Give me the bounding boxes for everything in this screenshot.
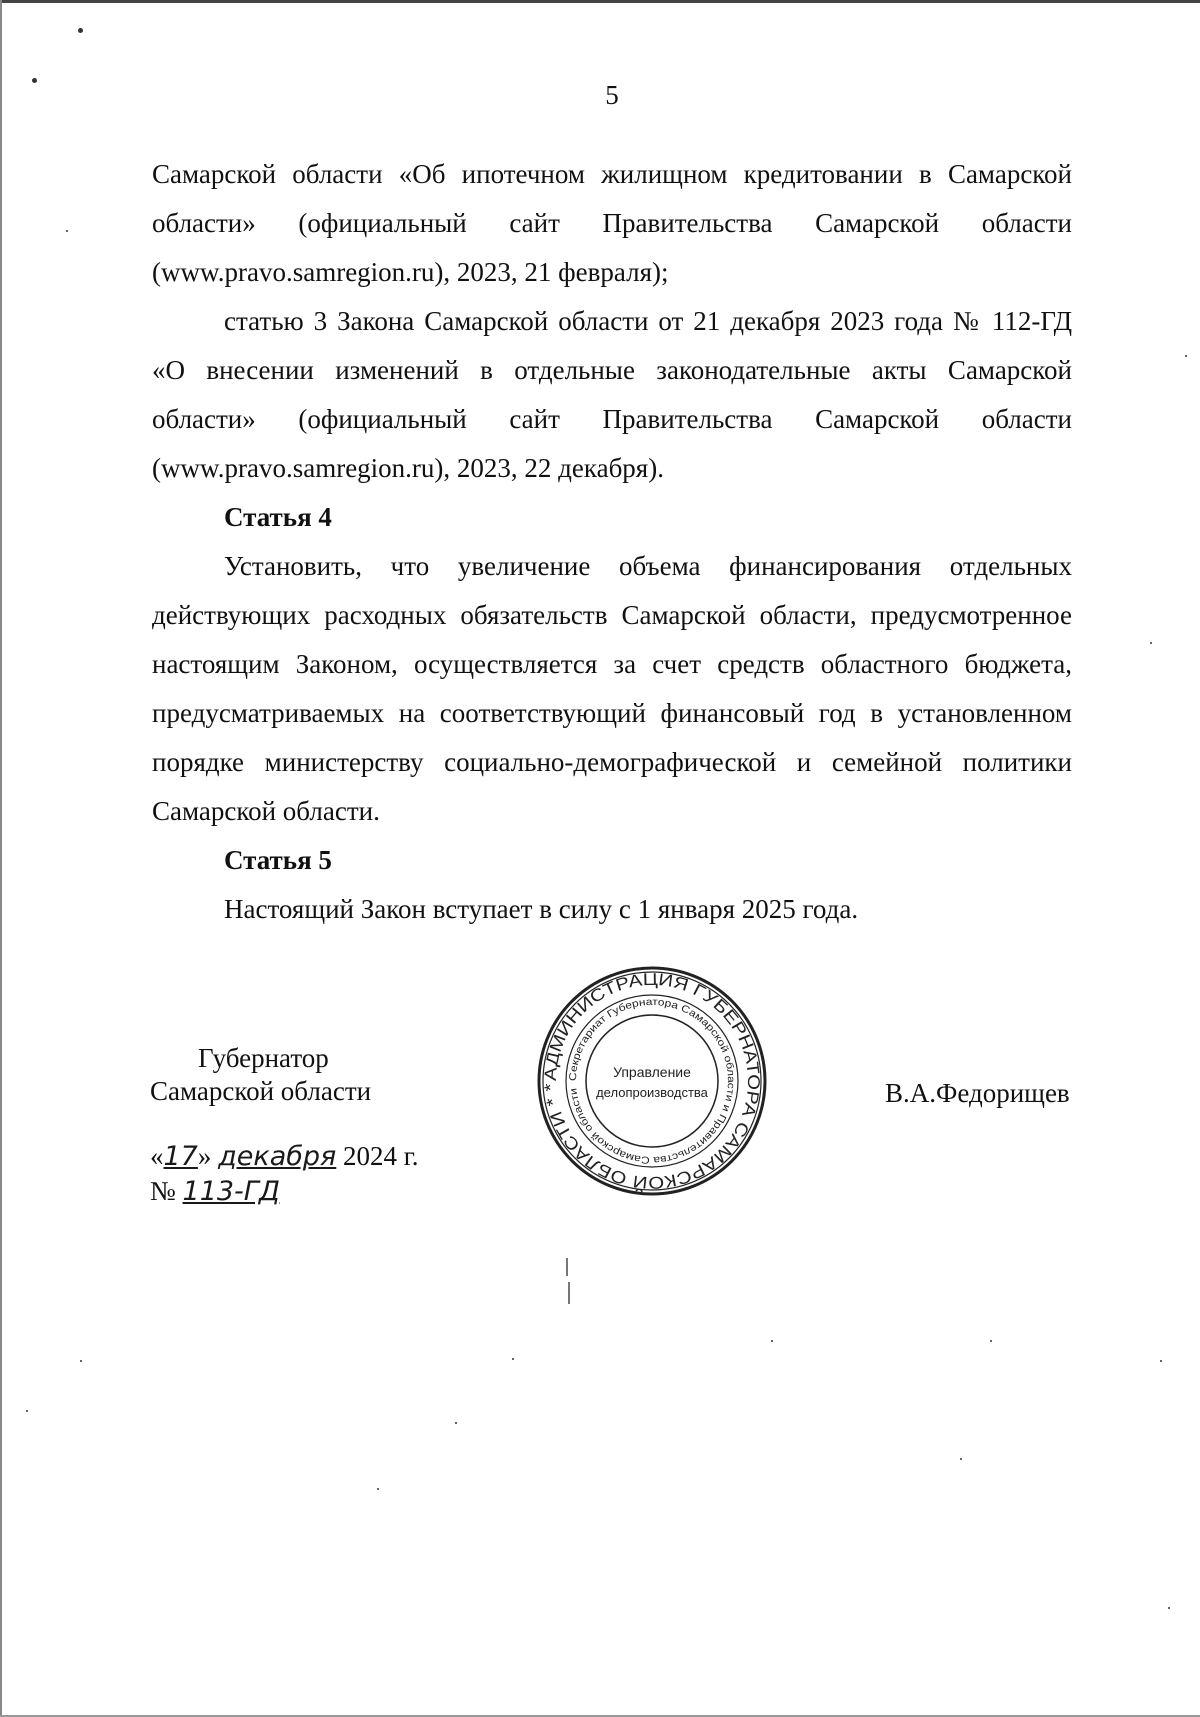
scan-speck [990, 1340, 992, 1342]
scan-speck [566, 1258, 568, 1276]
document-body [152, 150, 1072, 934]
scan-speck [1160, 1360, 1162, 1362]
scan-speck [377, 1488, 379, 1490]
paragraph-article3: статью 3 Закона Самарской области от 21 декабря 2023 года № 112-ГД «О внесении изменений в отдельные законодательные акты Самарской области» (официальный сайт Правительства Самарской области (www.pravo.samregion.ru), 2023, 22 декабря). [152, 306, 1072, 483]
scan-speck [455, 1422, 457, 1424]
signatory-title-line1: Губернатор [198, 1043, 329, 1073]
official-seal [536, 965, 768, 1197]
date-open-quote: « [150, 1141, 164, 1171]
date-close-quote: » [197, 1141, 212, 1171]
scan-speck [960, 1458, 962, 1460]
seal-center-line2: делопроизводства [596, 1085, 708, 1100]
scan-speck [568, 1282, 570, 1304]
seal-inner-ring [586, 1015, 718, 1147]
scan-speck [26, 1410, 28, 1412]
law-number [150, 1175, 280, 1208]
signatory-title [150, 1042, 371, 1108]
date-day: 17 [163, 1141, 198, 1172]
signatory-title-line2: Самарской области [150, 1076, 372, 1106]
article-5-text: Настоящий Закон вступает в силу с 1 января 2025 года. [224, 894, 859, 924]
scan-speck [1185, 355, 1187, 357]
paragraph-continuation: Самарской области «Об ипотечном жилищном кредитовании в Самарской области» (официальный сайт Правительства Самарской области (www.pravo.samregion.ru), 2023, 21 февраля); [152, 159, 1072, 287]
article-4-text: Установить, что увеличение объема финансирования отдельных действующих расходных обязательств Самарской области, предусмотренное настоящим Законом, осуществляется за счет средств областного бюджета, предусматриваемых на соответствующий финансовый год в установленном порядке министерству социально-демографической и семейной политики Самарской области. [152, 551, 1072, 826]
date-year: 2024 г. [343, 1141, 419, 1171]
number-prefix: № [150, 1176, 176, 1206]
seal-middle-text: Секретариат Губернатора Самарской области и Правительства Самарской области [567, 996, 737, 1166]
scan-speck [32, 78, 37, 83]
scan-speck [1150, 642, 1152, 644]
signing-date [150, 1140, 419, 1173]
scan-speck [66, 230, 68, 232]
article-5-heading: Статья 5 [224, 845, 332, 875]
scan-speck [1168, 1607, 1170, 1609]
scan-speck [80, 1360, 82, 1362]
seal-middle-ring [566, 995, 738, 1167]
article-4-heading: Статья 4 [224, 502, 332, 532]
seal-outer-text: АДМИНИСТРАЦИЯ ГУБЕРНАТОРА САМАРСКОЙ ОБЛАСТИ * * [540, 969, 764, 1193]
number-value: 113-ГД [182, 1176, 280, 1207]
date-month: декабря [218, 1141, 337, 1172]
seal-center-line1: Управление [613, 1064, 691, 1080]
page-number: 5 [605, 80, 619, 110]
scan-border-top [0, 0, 1200, 3]
scan-border-left [0, 0, 2, 1717]
scan-speck [512, 1358, 514, 1360]
signatory-name: В.А.Федорищев [885, 1078, 1070, 1108]
scan-speck [78, 28, 83, 33]
scan-speck [771, 1340, 773, 1342]
